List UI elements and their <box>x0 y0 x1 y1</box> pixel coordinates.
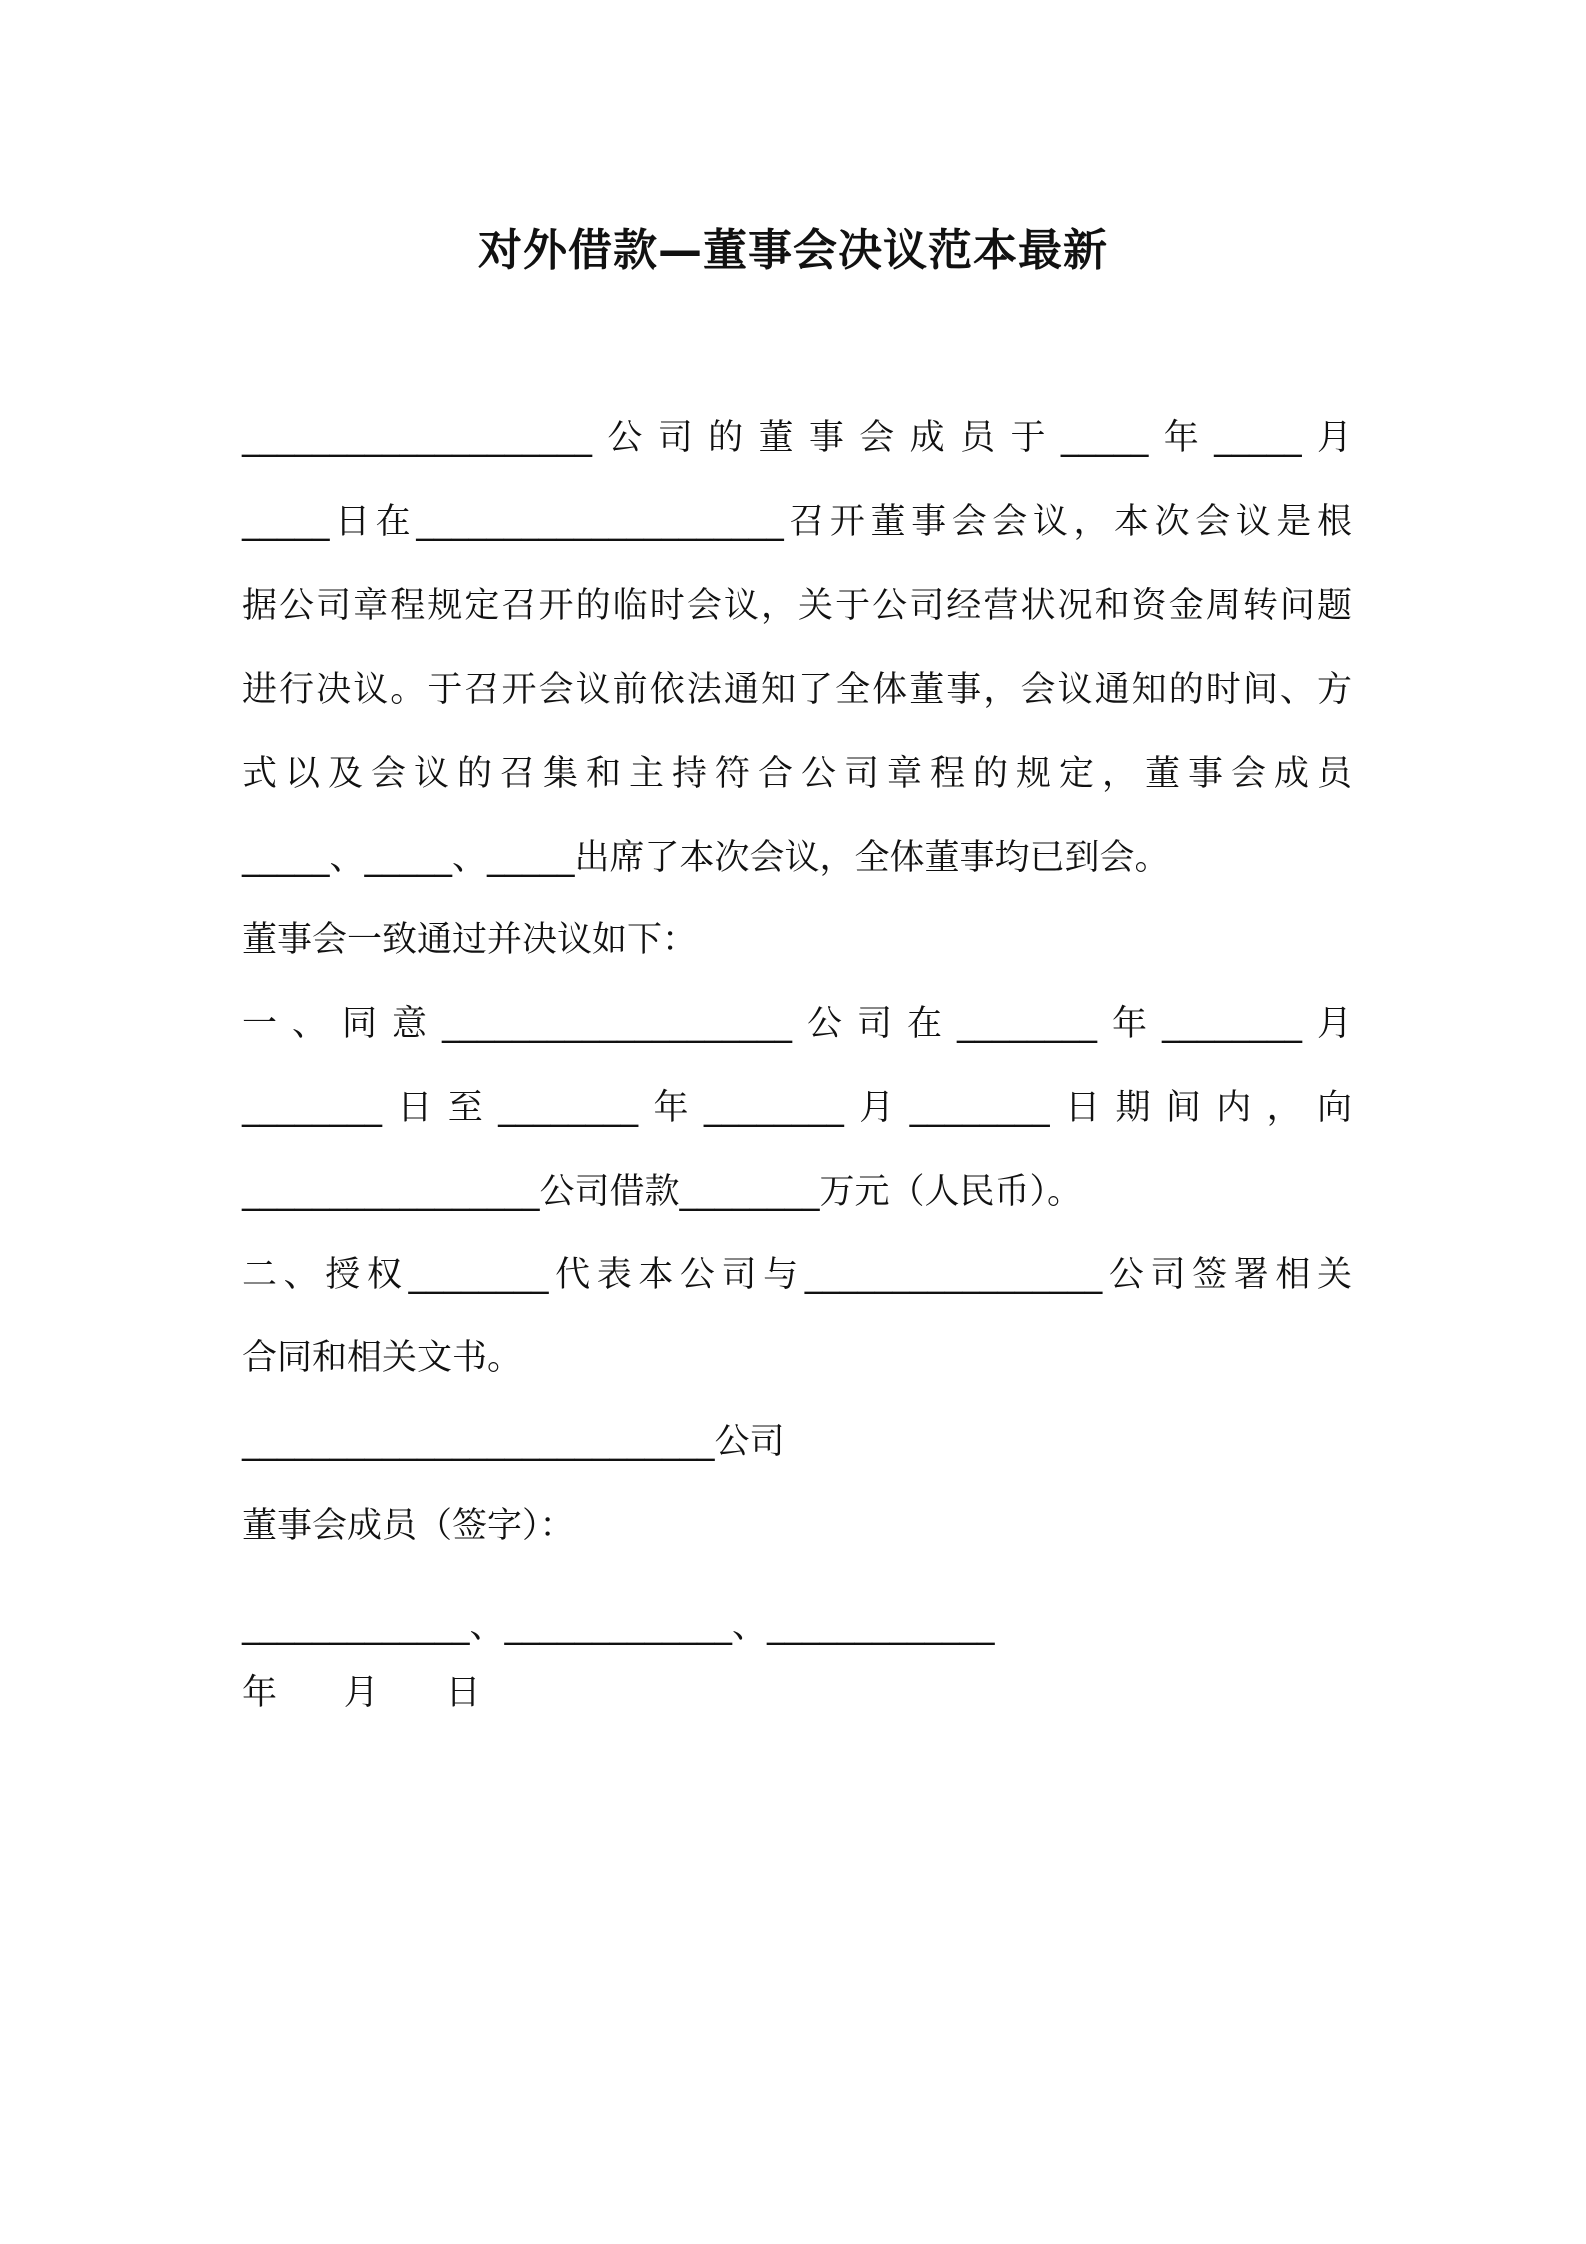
resolution-2-line-1: 二、授权________代表本公司与_________________公司签署相关 <box>242 1255 1352 1295</box>
resolution-1-line-3: _________________公司借款________万元（人民币）。 <box>242 1172 1083 1212</box>
resolution-2-line-2: 合同和相关文书。 <box>242 1338 523 1378</box>
signature-label: 董事会成员（签字）： <box>242 1506 575 1546</box>
paragraph-line-3: 据公司章程规定召开的临时会议，关于公司经营状况和资金周转问题 <box>242 586 1352 626</box>
paragraph-line-4: 进行决议。于召开会议前依法通知了全体董事，会议通知的时间、方 <box>242 670 1352 710</box>
resolution-intro: 董事会一致通过并决议如下： <box>242 920 698 960</box>
signature-blanks: _____________、_____________、_____________ <box>242 1606 995 1646</box>
company-name-line: ___________________________公司 <box>242 1422 785 1462</box>
date-line: 年 月 日 <box>242 1673 481 1713</box>
resolution-1-line-1: 一、同意____________________公司在________年________月 <box>242 1004 1352 1044</box>
paragraph-line-6: _____、_____、_____出席了本次会议，全体董事均已到会。 <box>242 838 1170 878</box>
paragraph-line-5: 式以及会议的召集和主持符合公司章程的规定，董事会成员 <box>242 754 1352 794</box>
document-title: 对外借款—董事会决议范本最新 <box>478 225 1108 276</box>
paragraph-line-1: ____________________公司的董事会成员于_____年_____月 <box>242 418 1352 458</box>
paragraph-line-2: _____日在_____________________召开董事会会议，本次会议是根 <box>242 502 1352 542</box>
resolution-1-line-2: ________日至________年________月________日期间内，向 <box>242 1088 1352 1128</box>
